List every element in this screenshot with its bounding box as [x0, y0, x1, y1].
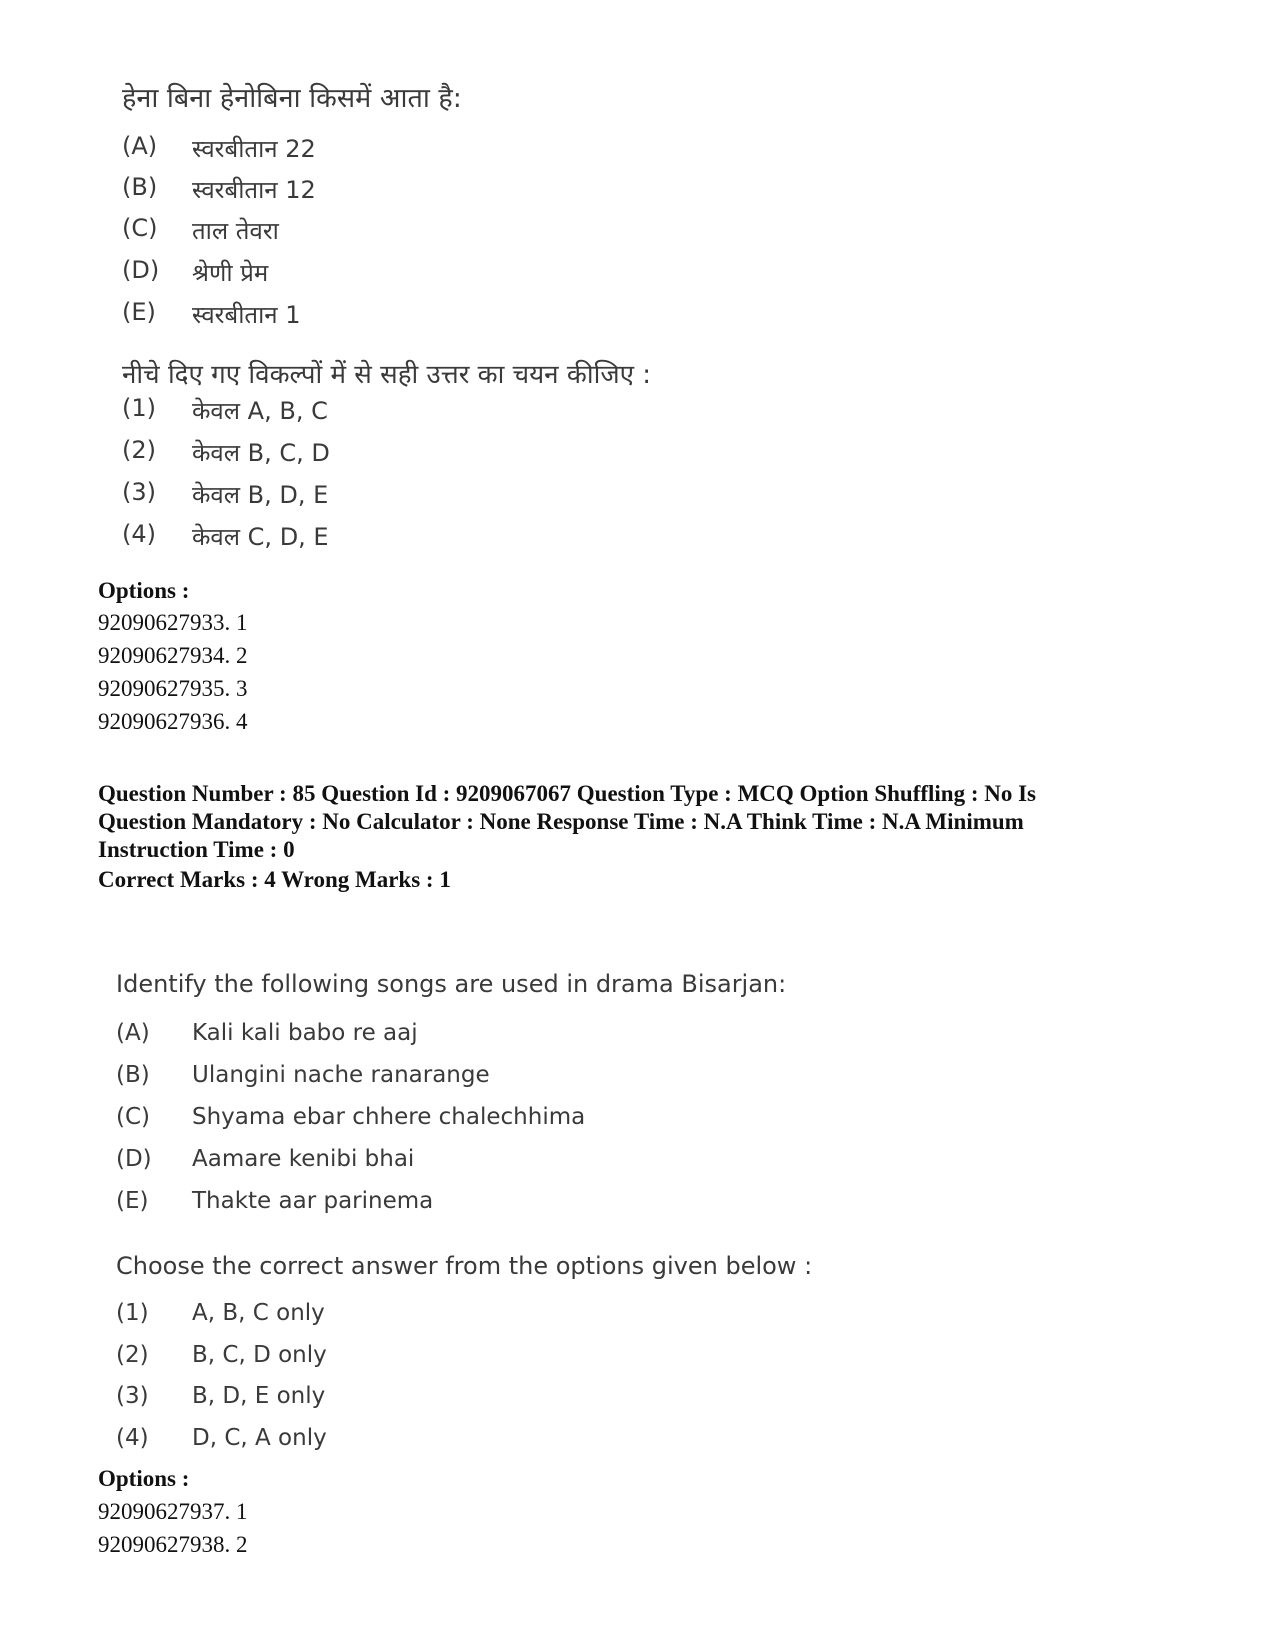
options-heading: Options :: [98, 578, 190, 603]
statement-label: (B): [116, 1062, 150, 1088]
option-id: 92090627938. 2: [98, 1532, 248, 1557]
choice-label: (3): [116, 1383, 149, 1409]
statement-c: [122, 214, 279, 247]
statement-text: स्वरबीतान 12: [192, 176, 316, 204]
meta-line: Instruction Time : 0: [98, 837, 295, 862]
statement-b: [116, 1062, 490, 1088]
choice-1: [122, 394, 328, 427]
choice-2: [122, 436, 330, 469]
answer-instruction: नीचे दिए गए विकल्पों में से सही उत्तर का चयन कीजिए :: [122, 360, 652, 390]
meta-line: Question Number : 85 Question Id : 9209067067 Question Type : MCQ Option Shuffling : No Is: [98, 781, 1037, 806]
choice-4: [122, 520, 329, 553]
choice-text: B, D, E only: [192, 1383, 326, 1409]
option-id: 92090627934. 2: [98, 643, 248, 668]
choice-3: [122, 478, 328, 511]
question-stem: हेना बिना हेनोबिना किसमें आता है:: [122, 83, 462, 114]
statement-text: Thakte aar parinema: [192, 1188, 434, 1214]
statement-text: स्वरबीतान 1: [192, 301, 301, 329]
choice-text: A, B, C only: [192, 1300, 325, 1326]
statement-text: Aamare kenibi bhai: [192, 1146, 415, 1172]
option-id: 92090627933. 1: [98, 610, 248, 635]
question-stem: Identify the following songs are used in drama Bisarjan:: [116, 970, 787, 998]
statement-label: (C): [116, 1104, 151, 1130]
choice-text: केवल A, B, C: [192, 397, 328, 425]
options-heading: Options :: [98, 1466, 190, 1491]
choice-label: (1): [122, 394, 156, 422]
statement-text: श्रेणी प्रेम: [192, 259, 269, 287]
statement-label: (E): [116, 1188, 149, 1214]
statement-c: [116, 1104, 585, 1130]
option-id: 92090627937. 1: [98, 1499, 248, 1524]
statement-text: Shyama ebar chhere chalechhima: [192, 1104, 586, 1130]
statement-d: [116, 1146, 414, 1172]
choice-label: (2): [122, 436, 156, 464]
meta-line: Question Mandatory : No Calculator : None Response Time : N.A Think Time : N.A Minimum: [98, 809, 1024, 834]
choice-3: [116, 1383, 325, 1409]
statement-label: (C): [122, 214, 158, 242]
choice-text: केवल B, C, D: [192, 439, 330, 467]
statement-text: Kali kali babo re aaj: [192, 1020, 418, 1046]
choice-label: (1): [116, 1300, 149, 1326]
choice-1: [116, 1300, 325, 1326]
choice-4: [116, 1425, 327, 1451]
option-id: 92090627936. 4: [98, 709, 248, 734]
statement-label: (B): [122, 173, 158, 201]
statement-d: [122, 256, 268, 289]
choice-2: [116, 1342, 327, 1368]
choice-label: (2): [116, 1342, 149, 1368]
choice-text: B, C, D only: [192, 1342, 327, 1368]
statement-label: (E): [122, 298, 156, 326]
statement-label: (D): [122, 256, 160, 284]
statement-a: [116, 1020, 418, 1046]
choice-text: केवल B, D, E: [192, 481, 329, 509]
statement-text: स्वरबीतान 22: [192, 135, 316, 163]
choice-text: केवल C, D, E: [192, 523, 329, 551]
statement-label: (D): [116, 1146, 152, 1172]
choice-label: (4): [122, 520, 156, 548]
statement-b: [122, 173, 316, 206]
statement-text: Ulangini nache ranarange: [192, 1062, 490, 1088]
statement-label: (A): [116, 1020, 150, 1046]
marks-line: Correct Marks : 4 Wrong Marks : 1: [98, 867, 451, 892]
statement-a: [122, 132, 316, 165]
choice-text: D, C, A only: [192, 1425, 327, 1451]
option-id: 92090627935. 3: [98, 676, 248, 701]
choice-label: (4): [116, 1425, 149, 1451]
statement-e: [116, 1188, 433, 1214]
statement-label: (A): [122, 132, 158, 160]
statement-text: ताल तेवरा: [192, 217, 279, 245]
statement-e: [122, 298, 301, 331]
answer-instruction: Choose the correct answer from the options given below :: [116, 1252, 813, 1280]
question-meta: [98, 780, 1036, 864]
choice-label: (3): [122, 478, 156, 506]
